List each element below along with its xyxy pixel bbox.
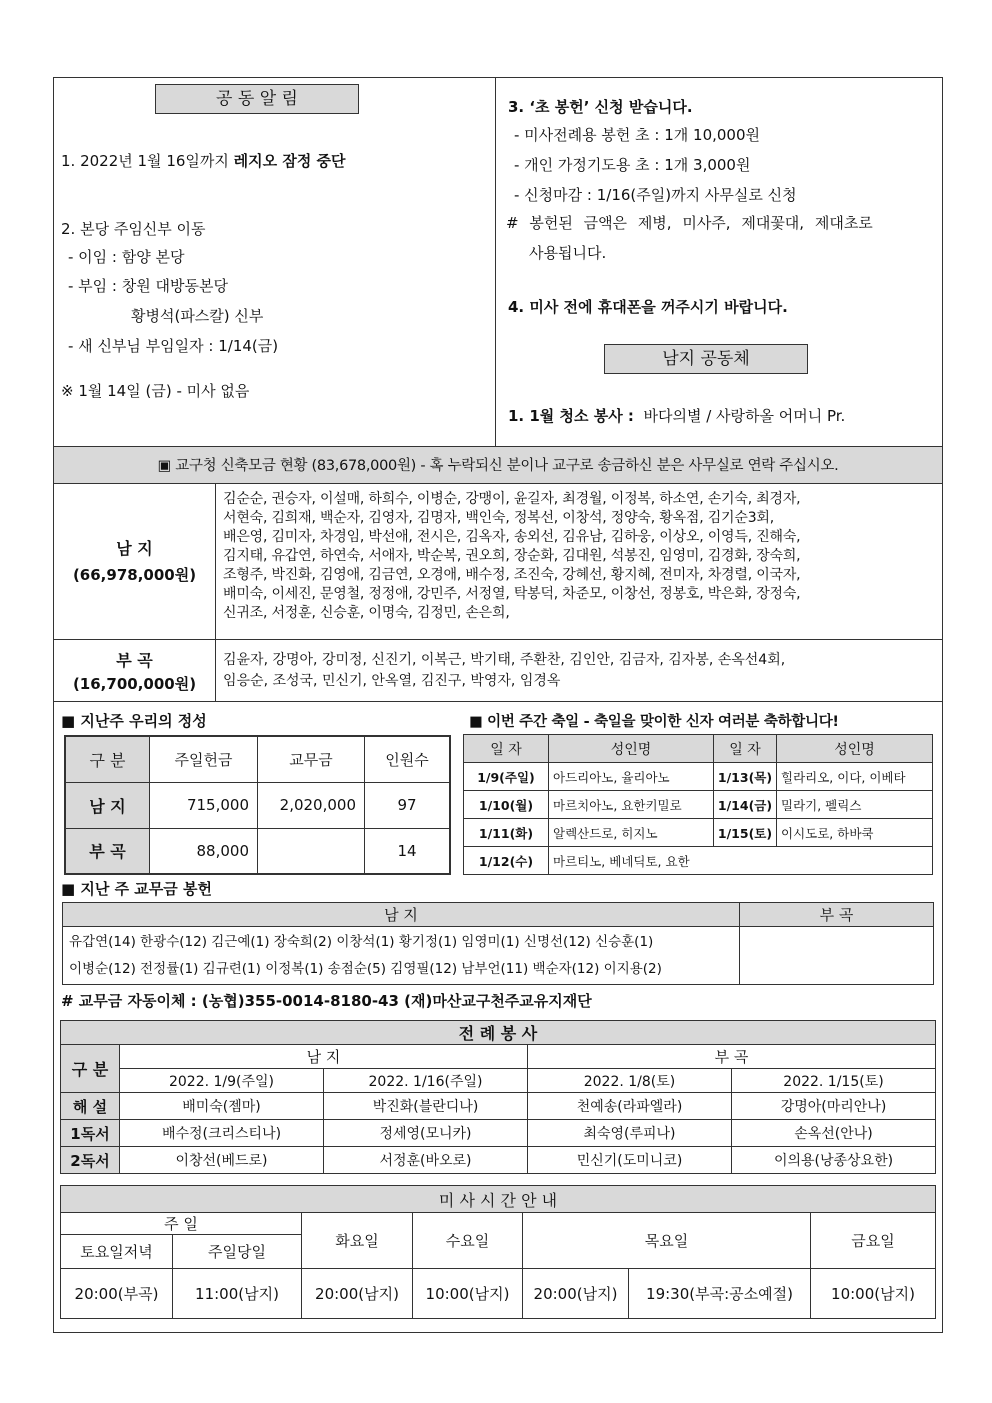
notice-item-2-title: 2. 본당 주임신부 이동 [61,220,206,238]
liturgy-person: 강명아(마리안나) [732,1093,936,1120]
feast-date: 1/14(금) [714,791,777,819]
notice-item-1 [61,150,346,171]
offering-title: ■ 지난주 우리의 정성 [61,712,207,730]
offering-tithe: 2,020,000 [258,782,365,828]
fund-names-line: 배미숙, 이세진, 문영철, 정정애, 강민주, 서정열, 탁봉덕, 차준모, 이창선, 정봉호, 박은화, 장정숙, [223,586,801,602]
liturgy-person: 박진화(블란디나) [324,1093,528,1120]
tithe-title: ■ 지난 주 교무금 봉헌 [61,880,212,898]
fund-namji-amount: (66,978,000원) [72,566,197,584]
liturgy-person: 이창선(베드로) [120,1147,324,1174]
feast-saints: 아드리아노, 율리아노 [549,763,714,791]
feast-date: 1/13(목) [714,763,777,791]
offering-row-label: 부 곡 [65,828,150,874]
notice-item-1-text: 1. 2022년 1월 16일까지 [61,152,234,170]
tithe-namji-header: 남 지 [63,903,740,927]
mass-sun-day-header: 주일당일 [173,1235,302,1269]
fund-names-line: 임응순, 조성국, 민신기, 안옥열, 김진구, 박영자, 임경옥 [223,673,561,689]
offering-count: 14 [365,828,451,874]
notice-item-3-line: - 개인 가정기도용 초 : 1개 3,000원 [514,156,751,174]
liturgy-person: 최숙영(루피나) [528,1120,732,1147]
feast-saints: 이시도로, 하바쿡 [777,819,933,847]
notice-item-2-line: 황병석(파스칼) 신부 [131,307,264,325]
bulletin-frame [53,77,943,1333]
offering-count: 97 [365,782,451,828]
feast-header: 성인명 [549,735,714,763]
liturgy-role: 1독서 [61,1120,120,1147]
fund-namji-names [223,490,800,623]
offering-header: 인원수 [365,736,451,782]
cleaning-service [508,405,845,426]
feast-saints: 마르치아노, 요한키밀로 [549,791,714,819]
mass-time: 20:00(부곡) [61,1269,173,1319]
feast-saints: 밀라기, 펠릭스 [777,791,933,819]
feast-date: 1/11(화) [464,819,549,847]
mass-fri-header: 금요일 [811,1213,936,1269]
liturgy-title: 전 례 봉 사 [61,1021,936,1045]
offering-sunday: 88,000 [150,828,258,874]
notice-item-2-line: - 이임 : 함양 본당 [68,248,185,266]
liturgy-person: 민신기(도미니코) [528,1147,732,1174]
fund-names-line: 서현숙, 김희재, 백순자, 김영자, 김명자, 백인숙, 정복선, 이창석, 정양숙, 황옥점, 김기순3회, [223,510,774,526]
fund-bugok-names [223,650,785,692]
liturgy-gubun: 구 분 [61,1045,120,1093]
fund-label-divider [215,484,216,702]
tithe-autopay: # 교무금 자동이체 : (농협)355-0014-8180-43 (재)마산교구천주교유지재단 [61,992,592,1010]
mass-sat-eve-header: 토요일저녁 [61,1235,173,1269]
liturgy-person: 서정훈(바오로) [324,1147,528,1174]
notice-item-3-line: - 신청마감 : 1/16(주일)까지 사무실로 신청 [514,186,797,204]
mass-time: 20:00(남지) [523,1269,629,1319]
liturgy-person: 정세영(모니카) [324,1120,528,1147]
fund-row-divider [54,639,942,640]
mass-tue-header: 화요일 [302,1213,413,1269]
mass-time: 10:00(남지) [413,1269,523,1319]
mass-sunday-header: 주 일 [61,1213,302,1235]
mass-title: 미 사 시 간 안 내 [61,1186,936,1213]
offering-table [64,735,451,875]
feast-header: 일 자 [464,735,549,763]
offering-row-label: 남 지 [65,782,150,828]
feast-date: 1/9(주일) [464,763,549,791]
tithe-line: 이병순(12) 전정률(1) 김규련(1) 이정복(1) 송점순(5) 김영필(12) 남부언(11) 백순자(12) 이지용(2) [69,960,662,977]
feast-saints: 힐라리오, 이다, 이베타 [777,763,933,791]
feast-saints: 마르티노, 베네딕토, 요한 [549,847,933,875]
notice-item-3-title: 3. ‘초 봉헌’ 신청 받습니다. [508,98,693,116]
fund-names-line: 신귀조, 서정훈, 신승훈, 이명숙, 김정민, 손은희, [223,605,510,621]
fund-names-line: 김순순, 권승자, 이설매, 하희수, 이병순, 강맹이, 윤길자, 최경월, 이정복, 하소연, 손기숙, 최경자, [223,491,801,507]
liturgy-table [60,1020,936,1174]
feast-header: 성인명 [777,735,933,763]
liturgy-date: 2022. 1/15(토) [732,1069,936,1093]
liturgy-person: 배수정(크리스티나) [120,1120,324,1147]
fund-namji-label: 남 지 [116,539,153,558]
namji-community-title: 남지 공동체 [604,344,808,374]
feast-date: 1/12(수) [464,847,549,875]
tithe-bugok-header: 부 곡 [740,903,934,927]
offering-tithe [258,828,365,874]
mass-table [60,1185,936,1319]
fund-bottom-line [54,701,942,702]
fund-names-line: 배은영, 김미자, 차경임, 박선애, 전시은, 김옥자, 송외선, 김유남, 김하웅, 이상오, 이영득, 진해숙, [223,529,801,545]
fund-title: ▣ 교구청 신축모금 현황 (83,678,000원) - 혹 누락되신 분이나 교구로 송금하신 분은 사무실로 연락 주십시오. [54,446,942,484]
notice-item-3-line: - 미사전례용 봉헌 초 : 1개 10,000원 [514,126,761,144]
liturgy-bugok: 부 곡 [528,1045,936,1069]
notice-no-mass: ※ 1월 14일 (금) - 미사 없음 [61,382,250,400]
feast-date: 1/10(월) [464,791,549,819]
mass-time: 19:30(부곡:공소예절) [629,1269,811,1319]
liturgy-date: 2022. 1/9(주일) [120,1069,324,1093]
offering-header: 주일헌금 [150,736,258,782]
joint-notice-title: 공 동 알 림 [155,84,359,114]
tithe-bugok-list [740,927,934,985]
feast-table [463,734,933,875]
liturgy-person: 이의용(낭종상요한) [732,1147,936,1174]
mass-thu-header: 목요일 [523,1213,811,1269]
fund-bugok-label: 부 곡 [116,651,153,670]
column-divider [495,78,496,446]
liturgy-role: 해 설 [61,1093,120,1120]
liturgy-person: 배미숙(젬마) [120,1093,324,1120]
tithe-line: 유갑연(14) 한광수(12) 김근예(1) 장숙희(2) 이창석(1) 황기정(1) 임영미(1) 신명선(12) 신승훈(1) [69,933,654,950]
feast-date: 1/15(토) [714,819,777,847]
offering-sunday: 715,000 [150,782,258,828]
liturgy-person: 손옥선(안나) [732,1120,936,1147]
liturgy-role: 2독서 [61,1147,120,1174]
feast-title: ■ 이번 주간 축일 - 축일을 맞이한 신자 여러분 축하합니다! [469,714,839,730]
mass-time: 20:00(남지) [302,1269,413,1319]
mass-wed-header: 수요일 [413,1213,523,1269]
fund-names-line: 김윤자, 강명아, 강미정, 신진기, 이복근, 박기태, 주환찬, 김인안, 김금자, 김자봉, 손옥선4회, [223,652,786,668]
notice-item-2-line: - 부임 : 창원 대방동본당 [68,277,228,295]
notice-item-4: 4. 미사 전에 휴대폰을 꺼주시기 바랍니다. [508,298,788,316]
liturgy-date: 2022. 1/8(토) [528,1069,732,1093]
notice-item-2-line: - 새 신부님 부임일자 : 1/14(금) [68,337,279,355]
mass-time: 11:00(남지) [173,1269,302,1319]
liturgy-person: 천예송(라파엘라) [528,1093,732,1120]
offering-header: 교무금 [258,736,365,782]
cleaning-label: 1. 1월 청소 봉사 : [508,407,634,425]
notice-item-1-bold: 레지오 잠정 중단 [233,152,346,170]
offering-header: 구 분 [65,736,150,782]
feast-saints: 알렉산드로, 히지노 [549,819,714,847]
cleaning-value: 바다의별 / 사랑하올 어머니 Pr. [643,407,846,425]
fund-bugok-amount: (16,700,000원) [72,675,197,693]
fund-names-line: 김지태, 유갑연, 하연숙, 서애자, 박순복, 권오희, 장순화, 김대원, 석봉진, 임영미, 김경화, 장숙희, [223,548,801,564]
tithe-namji-list [63,927,740,985]
liturgy-date: 2022. 1/16(주일) [324,1069,528,1093]
fund-names-line: 조형주, 박진화, 김영애, 김금연, 오경애, 배수정, 조진숙, 강혜선, 황지혜, 전미자, 차경렬, 이국자, [223,567,801,583]
notice-item-3-note: 사용됩니다. [529,244,607,262]
feast-header: 일 자 [714,735,777,763]
mass-time: 10:00(남지) [811,1269,936,1319]
tithe-table [62,902,934,985]
notice-item-3-note: # 봉헌된 금액은 제병, 미사주, 제대꽃대, 제대초로 [506,214,873,232]
liturgy-namji: 남 지 [120,1045,528,1069]
